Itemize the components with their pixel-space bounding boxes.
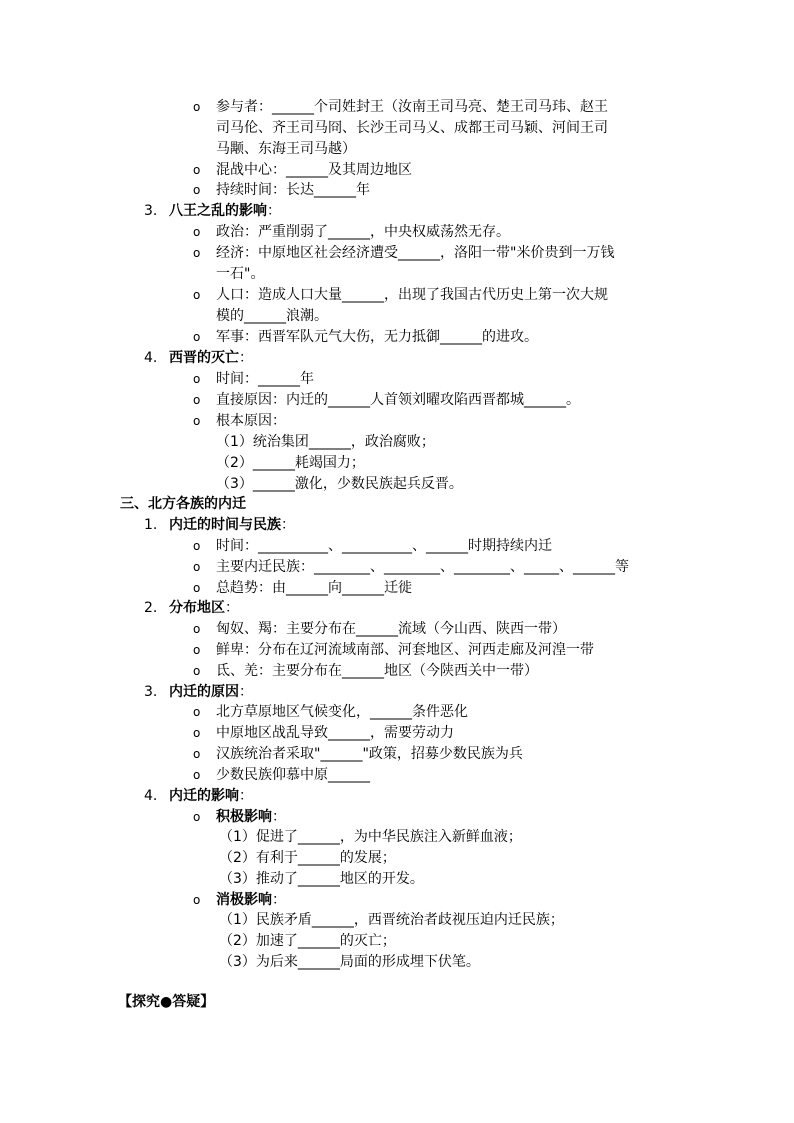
migration-time-line: 时间：__________、__________、______时期持续内迁 [216,538,552,554]
reason-line-1: 北方草原地区气候变化，______条件恶化 [216,704,468,720]
reason-line-2: 中原地区战乱导致______，需要劳动力 [216,725,454,741]
bullet-icon: o [193,100,201,114]
bullet-icon: o [193,560,201,574]
bullet-icon: o [193,225,201,239]
nations-line: 主要内迁民族：________、________、________、_____、______等 [216,559,629,575]
xianbei-line: 鲜卑：分布在辽河流域南部、河套地区、河西走廊及河湟一带 [216,642,594,658]
time-line: 时间：______年 [216,371,314,387]
section-heading [169,598,239,618]
heading-colon: ： [281,517,295,533]
bullet-icon: o [193,768,201,782]
heading-colon: ： [225,600,239,616]
section-title: 分布地区 [169,600,225,616]
inquiry-heading: 【探究●答疑】 [118,994,215,1010]
bullet-icon: o [193,330,201,344]
heading-colon: ： [239,350,253,366]
war-center-line: 混战中心：______及其周边地区 [216,162,412,178]
bullet-icon: o [193,246,201,260]
negative-title: 消极影响 [216,892,272,908]
section-number: 1. [144,517,158,533]
di-qiang-line: 氐、羌：主要分布在______地区（今陕西关中一带） [216,663,538,679]
section-title: 内迁的时间与民族 [169,517,281,533]
bullet-icon: o [193,372,201,386]
economy-line-2: 一石"。 [216,266,265,282]
section-title: 八王之乱的影响 [169,203,267,219]
section-heading [169,786,253,806]
population-line-2: 模的______浪潮。 [216,308,328,324]
positive-heading [216,807,286,827]
bullet-icon: o [193,288,201,302]
section-heading [169,515,295,535]
participants-line-3: 马颙、东海王司马越） [216,141,356,157]
section-number: 2. [144,600,158,616]
negative-item-3: （3）为后来______局面的形成埋下伏笔。 [219,954,480,970]
root-cause-line: 根本原因： [216,413,286,429]
heading-colon: ： [272,809,286,825]
heading-colon: ： [267,203,281,219]
bullet-icon: o [193,643,201,657]
trend-line: 总趋势：由______向______迁徙 [216,580,412,596]
negative-heading [216,890,286,910]
section-heading [169,201,281,221]
section-number: 4. [144,788,158,804]
positive-item-3: （3）推动了______地区的开发。 [219,871,424,887]
section-title: 西晋的灭亡 [169,350,239,366]
participants-line-1: 参与者：______个司姓封王（汝南王司马亮、楚王司马玮、赵王 [216,99,608,115]
bullet-icon: o [193,726,201,740]
positive-item-1: （1）促进了______，为中华民族注入新鲜血液； [219,829,522,845]
population-line-1: 人口：造成人口大量______，出现了我国古代历史上第一次大规 [216,287,608,303]
reason-line-3: 汉族统治者采取"______"政策，招募少数民族为兵 [216,746,523,762]
root-cause-item-1: （1）统治集团______，政治腐败； [216,434,435,450]
bullet-icon: o [193,622,201,636]
bullet-icon: o [193,810,201,824]
positive-title: 积极影响 [216,809,272,825]
bullet-icon: o [193,393,201,407]
positive-item-2: （2）有利于______的发展； [219,850,396,866]
bullet-icon: o [193,893,201,907]
economy-line-1: 经济：中原地区社会经济遭受______，洛阳一带"米价贵到一万钱 [216,245,615,261]
section-heading [169,348,253,368]
direct-cause-line: 直接原因：内迁的______人首领刘曜攻陷西晋都城______。 [216,392,580,408]
bullet-icon: o [193,163,201,177]
section-number: 4. [144,350,158,366]
heading-colon: ： [272,892,286,908]
negative-item-2: （2）加速了______的灭亡； [219,933,396,949]
xiongnu-line: 匈奴、羯：主要分布在______流域（今山西、陕西一带） [216,621,566,637]
root-cause-item-3: （3）______激化，少数民族起兵反晋。 [216,476,463,492]
section-number: 3. [144,203,158,219]
section-title: 内迁的影响 [169,788,239,804]
bullet-icon: o [193,414,201,428]
reason-line-4: 少数民族仰慕中原______ [216,767,370,783]
section-heading [169,682,253,702]
heading-colon: ： [239,788,253,804]
section-number: 3. [144,684,158,700]
bullet-icon: o [193,664,201,678]
heading-colon: ： [239,684,253,700]
duration-line: 持续时间：长达______年 [216,182,370,198]
negative-item-1: （1）民族矛盾______，西晋统治者歧视压迫内迁民族； [219,912,564,928]
bullet-icon: o [193,183,201,197]
root-cause-item-2: （2）______耗竭国力； [216,455,365,471]
bullet-icon: o [193,581,201,595]
bullet-icon: o [193,705,201,719]
bullet-icon: o [193,747,201,761]
section-title: 内迁的原因 [169,684,239,700]
participants-line-2: 司马伦、齐王司马冏、长沙王司马乂、成都王司马颖、河间王司 [216,120,608,136]
politics-line: 政治：严重削弱了______，中央权威荡然无存。 [216,224,510,240]
military-line: 军事：西晋军队元气大伤，无力抵御______的进攻。 [216,329,538,345]
part-heading: 三、北方各族的内迁 [120,496,246,512]
bullet-icon: o [193,539,201,553]
